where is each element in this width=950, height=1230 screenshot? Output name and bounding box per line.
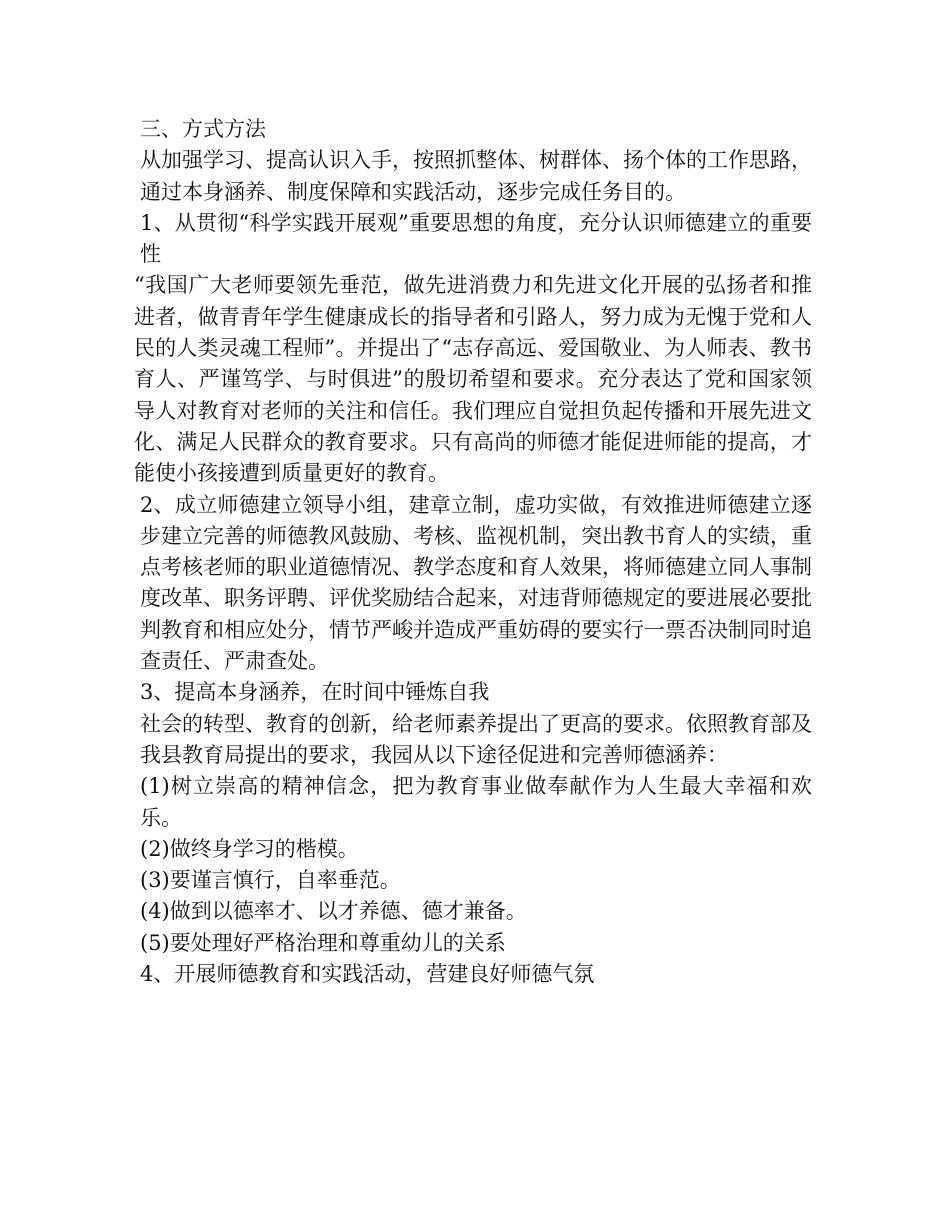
section-heading-methods: 三、方式方法 bbox=[140, 117, 266, 141]
document-body bbox=[134, 114, 812, 990]
paragraph-approach: 从加强学习、提高认识入手，按照抓整体、树群体、扬个体的工作思路，通过本身涵养、制度保障和实践活动，逐步完成任务目的。 bbox=[140, 148, 812, 204]
item-heading-3: 3、提高本身涵养，在时间中锤炼自我 bbox=[140, 680, 490, 705]
list-item-5: (5)要处理好严格治理和尊重幼儿的关系 bbox=[140, 930, 506, 955]
paragraph-requirements: 社会的转型、教育的创新，给老师素养提出了更高的要求。依照教育部及我县教育局提出的要求，我园从以下途径促进和完善师德涵养： bbox=[140, 711, 812, 767]
item-heading-1: 1、从贯彻“科学实践开展观”重要思想的角度，充分认识师德建立的重要性 bbox=[140, 210, 812, 267]
list-item-1: (1)树立崇高的精神信念，把为教育事业做奉献作为人生最大幸福和欢乐。 bbox=[140, 774, 812, 830]
item-heading-2: 2、成立师德建立领导小组，建章立制，虚功实做，有效推进师德建立逐步建立完善的师德教风鼓励、考核、监视机制，突出教书育人的实绩，重点考核老师的职业道德情况、教学态度和育人效果，将师德建立同人事制度改革、职务评聘、评优奖励结合起来，对违背师德规定的要进展必要批判教育和相应处分，情节严峻并造成严重妨碍的要实行一票否决制同时追查责任、严肃查处。 bbox=[140, 492, 812, 674]
list-item-3: (3)要谨言慎行，自率垂范。 bbox=[140, 868, 401, 893]
paragraph-quote: “我国广大老师要领先垂范，做先进消费力和先进文化开展的弘扬者和推进者，做青青年学生健康成长的指导者和引路人，努力成为无愧于党和人民的人类灵魂工程师”。并提出了“志存高远、爱国敬业、为人师表、教书育人、严谨笃学、与时俱进”的殷切希望和要求。充分表达了党和国家领导人对教育对老师的关注和信任。我们理应自觉担负起传播和开展先进文化、满足人民群众的教育要求。只有高尚的师德才能促进师能的提高，才能使小孩接遭到质量更好的教育。 bbox=[134, 273, 812, 486]
list-item-2: (2)做终身学习的楷模。 bbox=[140, 836, 359, 861]
item-heading-4: 4、开展师德教育和实践活动，营建良好师德气氛 bbox=[140, 962, 595, 987]
list-item-4: (4)做到以德率才、以才养德、德才兼备。 bbox=[140, 899, 527, 924]
